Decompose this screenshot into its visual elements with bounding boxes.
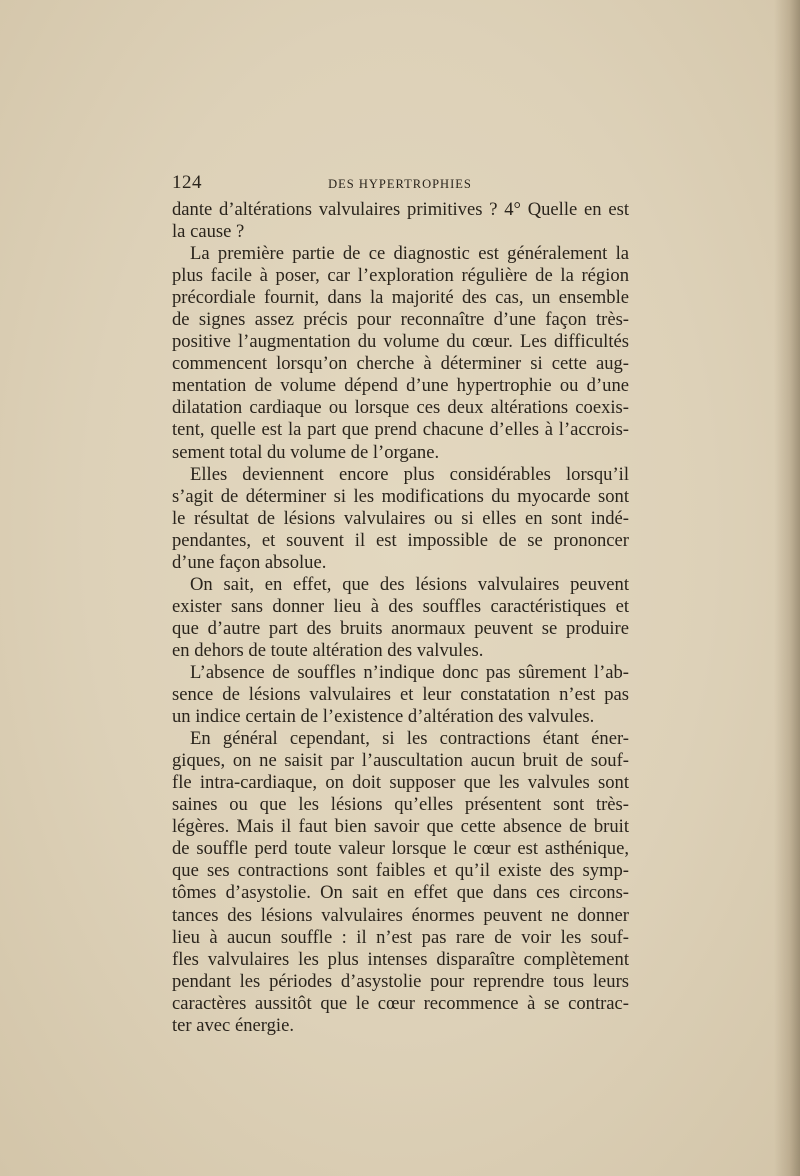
text-line: mentation de volume dépend d’une hypertrophie ou d’une	[172, 375, 629, 397]
text-line: tômes d’asystolie. On sait en effet que dans ces circons-	[172, 882, 629, 904]
text-line: sement total du volume de l’organe.	[172, 441, 440, 463]
text-line: En général cependant, si les contractions étant éner-	[190, 728, 629, 750]
text-line: Elles deviennent encore plus considérables lorsqu’il	[190, 463, 629, 485]
text-line: fle intra-cardiaque, on doit supposer que les valvules sont	[172, 772, 629, 794]
text-line: ter avec énergie.	[172, 1014, 294, 1036]
text-line: tent, quelle est la part que prend chacune d’elles à l’accrois-	[172, 419, 629, 441]
text-line: plus facile à poser, car l’exploration régulière de la région	[172, 265, 629, 287]
text-line: caractères aussitôt que le cœur recommence à se contrac-	[172, 992, 629, 1014]
text-line: pendantes, et souvent il est impossible de se prononcer	[172, 529, 629, 551]
text-line: que d’autre part des bruits anormaux peuvent se produire	[172, 617, 629, 639]
text-line: s’agit de déterminer si les modifications du myocarde sont	[172, 485, 629, 507]
text-line: exister sans donner lieu à des souffles caractéristiques et	[172, 595, 629, 617]
text-line: saines ou que les lésions qu’elles présentent sont très-	[172, 794, 629, 816]
text-line: positive l’augmentation du volume du cœur. Les difficultés	[172, 331, 629, 353]
text-line: L’absence de souffles n’indique donc pas sûrement l’ab-	[190, 661, 629, 683]
text-line: la cause ?	[172, 221, 245, 243]
page-edge-shadow	[774, 0, 800, 1176]
text-line: légères. Mais il faut bien savoir que cette absence de bruit	[172, 816, 629, 838]
text-line: que ses contractions sont faibles et qu’il existe des symp-	[172, 860, 629, 882]
text-line: lieu à aucun souffle : il n’est pas rare de voir les souf-	[172, 926, 629, 948]
page-header	[172, 172, 628, 196]
text-line: commencent lorsqu’on cherche à déterminer si cette aug-	[172, 353, 629, 375]
text-line: giques, on ne saisit par l’auscultation aucun bruit de souf-	[172, 750, 629, 772]
text-line: en dehors de toute altération des valvules.	[172, 639, 484, 661]
page-number: 124	[172, 172, 202, 193]
text-line: précordiale fournit, dans la majorité des cas, un ensemble	[172, 287, 629, 309]
text-line: dante d’altérations valvulaires primitives ? 4° Quelle en est	[172, 199, 629, 220]
body-text	[172, 199, 629, 1037]
text-line: fles valvulaires les plus intenses disparaître complètement	[172, 948, 629, 970]
text-line: dilatation cardiaque ou lorsque ces deux altérations coexis-	[172, 397, 629, 419]
text-line: sence de lésions valvulaires et leur constatation n’est pas	[172, 684, 629, 706]
text-line: le résultat de lésions valvulaires ou si elles en sont indé-	[172, 507, 629, 529]
text-line: de souffle perd toute valeur lorsque le cœur est asthénique,	[172, 838, 629, 860]
text-line: La première partie de ce diagnostic est généralement la	[190, 243, 629, 265]
text-line: pendant les périodes d’asystolie pour reprendre tous leurs	[172, 970, 629, 992]
text-line: un indice certain de l’existence d’altération des valvules.	[172, 706, 595, 728]
text-line: de signes assez précis pour reconnaître d’une façon très-	[172, 309, 629, 331]
text-line: tances des lésions valvulaires énormes peuvent ne donner	[172, 904, 629, 926]
text-line: On sait, en effet, que des lésions valvulaires peuvent	[190, 573, 629, 595]
running-head: DES HYPERTROPHIES	[328, 177, 472, 191]
text-line: d’une façon absolue.	[172, 551, 327, 573]
